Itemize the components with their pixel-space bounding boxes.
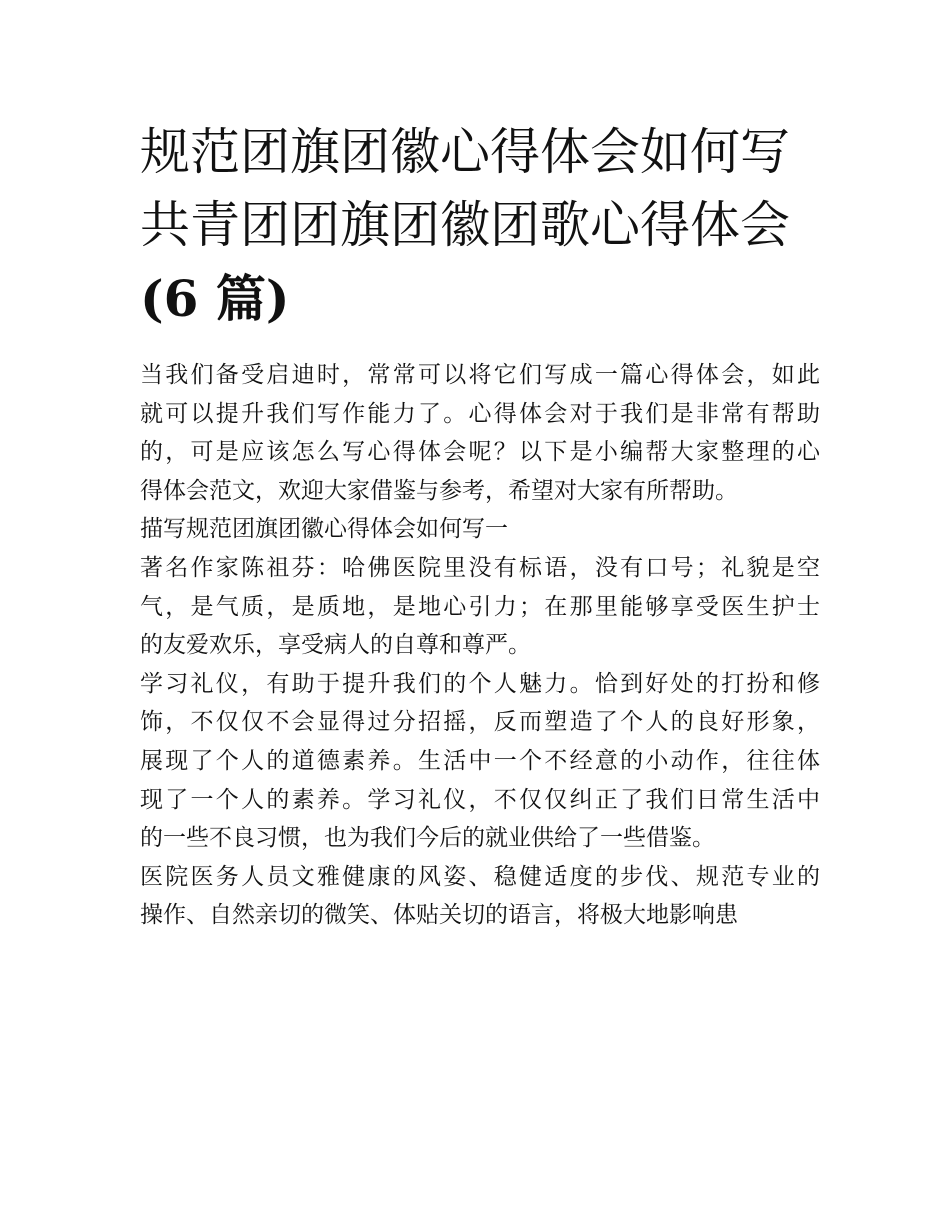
- paragraph-line: 展现了个人的道德素养。生活中一个不经意的小动作，往往体: [140, 747, 820, 774]
- title-line-2: 共青团团旗团徽团歌心得体会: [140, 196, 790, 254]
- section-heading: 描写规范团旗团徽心得体会如何写一: [140, 516, 508, 543]
- document-body: [140, 356, 820, 935]
- title-line-3: (6 篇): [140, 269, 290, 328]
- paragraph-line: 著名作家陈祖芬：哈佛医院里没有标语，没有口号；礼貌是空: [140, 554, 820, 581]
- paragraph-line: 饰，不仅仅不会显得过分招摇，反而塑造了个人的良好形象，: [140, 709, 820, 736]
- paragraph-3: [140, 858, 820, 935]
- paragraph-2: [140, 665, 820, 858]
- intro-line: 的，可是应该怎么写心得体会呢？以下是小编帮大家整理的心: [140, 439, 820, 466]
- paragraph-line: 医院医务人员文雅健康的风姿、稳健适度的步伐、规范专业的: [140, 863, 820, 890]
- paragraph-line: 学习礼仪，有助于提升我们的个人魅力。恰到好处的打扮和修: [140, 670, 820, 697]
- paragraph-line: 操作、自然亲切的微笑、体贴关切的语言，将极大地影响患: [140, 902, 738, 929]
- intro-line: 当我们备受启迪时，常常可以将它们写成一篇心得体会，如此: [140, 362, 820, 388]
- paragraph-line: 现了一个人的素养。学习礼仪，不仅仅纠正了我们日常生活中: [140, 786, 820, 813]
- paragraph-line: 的一些不良习惯，也为我们今后的就业供给了一些借鉴。: [140, 825, 715, 852]
- intro-paragraph: [140, 356, 820, 510]
- paragraph-line: 的友爱欢乐，享受病人的自尊和尊严。: [140, 632, 531, 659]
- paragraph-1: [140, 549, 820, 665]
- intro-line: 就可以提升我们写作能力了。心得体会对于我们是非常有帮助: [140, 400, 820, 427]
- intro-line: 得体会范文，欢迎大家借鉴与参考，希望对大家有所帮助。: [140, 477, 738, 504]
- title-line-1: 规范团旗团徽心得体会如何写: [140, 123, 790, 181]
- paragraph-line: 气，是气质，是质地，是地心引力；在那里能够享受医生护士: [140, 593, 820, 620]
- document-title: [140, 116, 820, 335]
